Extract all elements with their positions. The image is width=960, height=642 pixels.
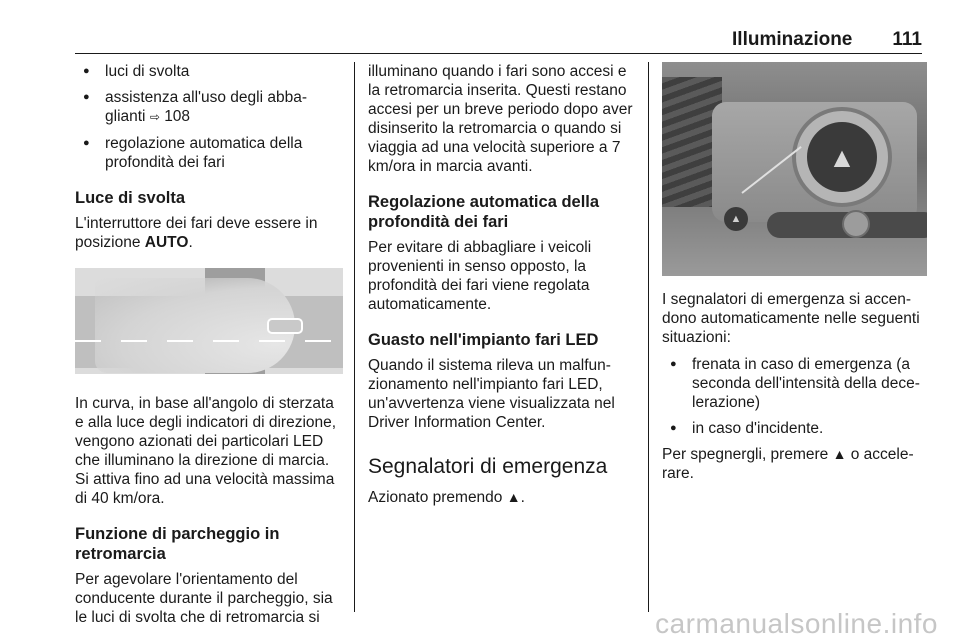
paragraph: Per agevolare l'orientamento del conducente durante il parcheggio, sia le luci di svolta che di retromarcia si <box>75 571 333 626</box>
column-3 <box>662 62 927 491</box>
page-header <box>75 28 922 54</box>
car-icon <box>267 318 303 334</box>
paragraph: I segnalatori di emergenza si accen-dono automaticamente nelle seguenti situazioni: <box>662 291 920 346</box>
hazard-warning-icon: ▲ <box>506 489 521 505</box>
page-ref-arrow-icon: ⇨ <box>149 110 160 124</box>
paragraph: illuminano quando i fari sono accesi e la retromarcia inserita. Questi restano accesi per un breve periodo dopo aver disinserito la retromarcia o quando si viaggia ad una velocità superiore a 7 km/ora in marcia avanti. <box>368 63 633 175</box>
column-divider-2 <box>648 62 649 612</box>
paragraph: In curva, in base all'angolo di sterzata e alla luce degli indicatori di direzione, vengono azionati dei particolari LED che illuminano la direzione di marcia. Si attiva fino ad una velocità massima di 40 km/ora. <box>75 395 337 507</box>
section-title: Segnalatori di emergenza <box>368 455 608 478</box>
feature-list <box>75 62 343 172</box>
page-number: 111 <box>892 29 922 50</box>
page-ref-link[interactable]: 108 <box>164 108 191 125</box>
light-beam <box>95 278 295 373</box>
paragraph: Per evitare di abbagliare i veicoli provenienti in senso opposto, la profondità dei fari viene regolata automaticamente. <box>368 239 592 313</box>
paragraph: L'interruttore dei fari deve essere in posizione AUTO. <box>75 215 318 251</box>
hazard-warning-icon: ▲ <box>724 207 748 231</box>
watermark: carmanualsonline.info <box>655 608 938 639</box>
paragraph: Quando il sistema rileva un malfun-zionamento nell'impianto fari LED, un'avvertenza viene visualizzata nel Driver Information Center. <box>368 357 615 431</box>
heading-parcheggio: Funzione di parcheggio in retromarcia <box>75 525 280 563</box>
list-item: ● frenata in caso di emergenza (a seconda dell'intensità della dece-lerazione) <box>662 355 927 412</box>
column-1 <box>75 62 343 635</box>
volume-knob <box>842 210 870 238</box>
heading-guasto: Guasto nell'impianto fari LED <box>368 331 599 349</box>
hazard-button-photo <box>662 62 927 276</box>
paragraph: Per spegnergli, premere ▲ o accele-rare. <box>662 446 914 482</box>
hazard-warning-icon: ▲ <box>807 122 877 192</box>
header-title: Illuminazione <box>732 29 853 50</box>
situation-list <box>662 355 927 438</box>
cornering-light-illustration <box>75 268 343 374</box>
column-2 <box>368 62 636 515</box>
heading-luce-di-svolta: Luce di svolta <box>75 189 186 207</box>
list-item: ● luci di svolta <box>75 62 343 81</box>
list-item: ● regolazione automatica della profondità dei fari <box>75 134 343 172</box>
heading-regolazione: Regolazione automatica della profondità dei fari <box>368 193 600 231</box>
paragraph: Azionato premendo ▲. <box>368 489 525 506</box>
list-item: ● assistenza all'uso degli abba-glianti ⇨ 108 <box>75 88 343 127</box>
column-divider-1 <box>354 62 355 612</box>
hazard-warning-icon: ▲ <box>832 446 847 462</box>
list-item: ● in caso d'incidente. <box>662 419 927 438</box>
lane-markings <box>75 340 343 342</box>
